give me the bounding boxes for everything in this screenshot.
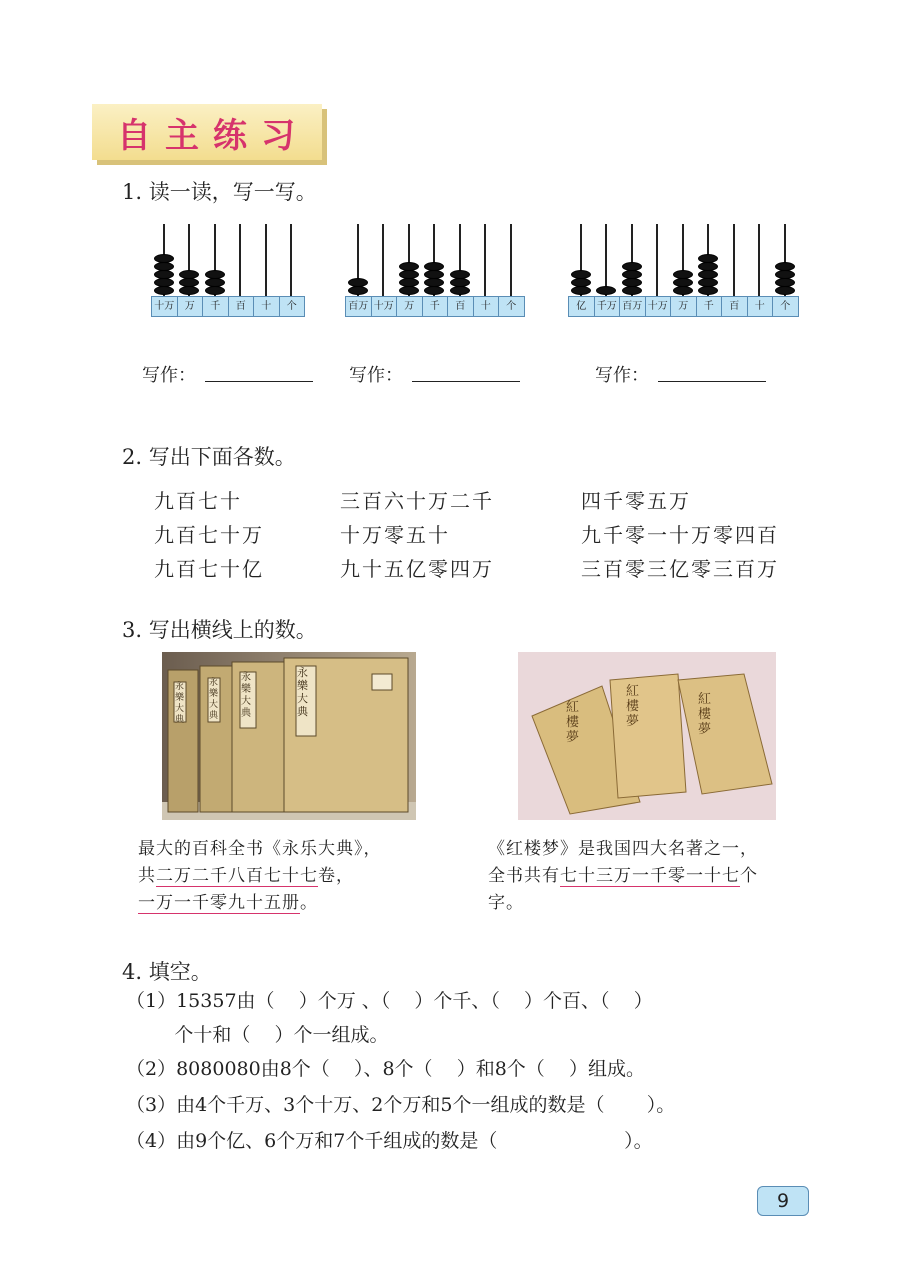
abacus-bead (698, 278, 718, 287)
q2-title: 2. 写出下面各数。 (122, 445, 296, 469)
abacus-bead (205, 286, 225, 295)
answer-line-1[interactable] (205, 381, 313, 382)
abacus-bead (775, 270, 795, 279)
hongloumeng-photo (518, 652, 776, 820)
abacus-bead (399, 262, 419, 271)
abacus-bead (622, 262, 642, 271)
abacus-bead (698, 254, 718, 263)
place-value-label: 亿 (569, 297, 595, 316)
place-value-label: 百 (722, 297, 748, 316)
abacus-rod (239, 224, 241, 296)
abacus-bead (348, 286, 368, 295)
abacus-bead (450, 278, 470, 287)
abacus-rod (484, 224, 486, 296)
section-banner (92, 104, 322, 160)
abacus-rod (758, 224, 760, 296)
write-label-2: 写作： (349, 365, 403, 386)
abacus-bead (698, 262, 718, 271)
yongle-books-illustration (162, 652, 416, 820)
caption-text: 全书共有 (488, 866, 560, 886)
abacus-bead (154, 254, 174, 263)
caption-line: 最大的百科全书《永乐大典》， (138, 839, 382, 859)
abacus-bead (596, 286, 616, 295)
q3-title: 3. 写出横线上的数。 (122, 618, 317, 642)
underlined-number-text: 一万一千零九十五册 (138, 893, 300, 913)
abacus-bead (450, 286, 470, 295)
abacus-bead (698, 286, 718, 295)
abacus-rod (265, 224, 267, 296)
abacus-bead (622, 286, 642, 295)
place-value-label: 个 (286, 301, 297, 312)
abacus-bead (424, 286, 444, 295)
place-value-label: 十万 (152, 297, 178, 316)
place-value-label: 十 (474, 297, 500, 316)
number-word: 三百零三亿零三百万 (581, 557, 779, 581)
abacus-bead (571, 270, 591, 279)
abacus-bead (450, 270, 470, 279)
answer-line-3[interactable] (658, 381, 766, 382)
place-value-label: 万 (671, 297, 697, 316)
yongle-caption (138, 836, 458, 917)
abacus-bead (399, 278, 419, 287)
place-value-label-row (568, 296, 799, 317)
caption-line: 字。 (488, 893, 524, 913)
caption-line (488, 863, 848, 890)
place-value-label: 千 (697, 297, 723, 316)
fill-blank-item: （3）由4个千万、3个十万、2个万和5个一组成的数是（ ）。 (126, 1094, 676, 1116)
abacus-bead (571, 286, 591, 295)
abacus-bead (179, 286, 199, 295)
place-value-label: 十万 (372, 297, 398, 316)
place-value-label: 千 (423, 297, 449, 316)
abacus-bead (348, 278, 368, 287)
caption-text: 卷， (318, 866, 354, 886)
abacus-rod (290, 224, 292, 296)
place-value-label: 十 (254, 297, 280, 316)
q4-title: 4. 填空。 (122, 960, 212, 984)
caption-line: 《红楼梦》是我国四大名著之一， (488, 839, 758, 859)
number-word: 九百七十亿 (154, 557, 264, 581)
abacus-bead (154, 270, 174, 279)
q1-title: 1. 读一读，写一写。 (122, 180, 317, 204)
fill-blank-item: 个十和（ ）个一组成。 (126, 1024, 389, 1046)
abacus-bead (424, 262, 444, 271)
place-value-label: 个 (506, 301, 517, 312)
hongloumeng-caption (488, 836, 848, 917)
abacus-bead (399, 286, 419, 295)
write-label-1: 写作： (142, 365, 196, 386)
abacus-bead (673, 278, 693, 287)
abacus-bead (571, 278, 591, 287)
number-word: 九千零一十万零四百 (581, 523, 779, 547)
caption-text: 共 (138, 866, 156, 886)
place-value-label-row (345, 296, 525, 317)
yongle-dadian-photo (162, 652, 416, 820)
place-value-label: 万 (397, 297, 423, 316)
abacus-bead (154, 278, 174, 287)
abacus-bead (154, 286, 174, 295)
abacus-bead (775, 286, 795, 295)
abacus-rod (510, 224, 512, 296)
abacus-rod (382, 224, 384, 296)
hongloumeng-book-title: 紅樓夢 (566, 700, 580, 745)
yongle-book-title: 永樂大典 (175, 682, 185, 725)
yongle-book-title: 永樂大典 (297, 666, 308, 718)
place-value-label: 百 (448, 297, 474, 316)
fill-blank-item: （4）由9个亿、6个万和7个千组成的数是（ ）。 (126, 1130, 653, 1152)
abacus-bead (622, 270, 642, 279)
write-label-3: 写作： (595, 365, 649, 386)
hongloumeng-books-illustration (518, 652, 776, 820)
abacus-bead (622, 278, 642, 287)
abacus-bead (179, 278, 199, 287)
abacus-bead (424, 278, 444, 287)
abacus-bead (399, 270, 419, 279)
caption-line (138, 863, 458, 890)
caption-line (138, 890, 458, 917)
abacus-bead (775, 278, 795, 287)
abacus-bead (154, 262, 174, 271)
place-value-label: 万 (178, 297, 204, 316)
abacus-bead (698, 270, 718, 279)
underlined-number-text: 七十三万一千零一十七 (560, 866, 740, 886)
place-value-label-row (151, 296, 305, 317)
place-value-label: 十万 (646, 297, 672, 316)
place-value-label: 个 (780, 301, 791, 312)
yongle-book-title: 永樂大典 (209, 678, 219, 721)
hongloumeng-book-title: 紅樓夢 (626, 684, 640, 729)
number-word: 三百六十万二千 (340, 489, 494, 513)
number-word: 九百七十 (154, 489, 242, 513)
abacus-bead (205, 270, 225, 279)
place-value-label: 百万 (346, 297, 372, 316)
abacus-bead (775, 262, 795, 271)
number-word: 十万零五十 (340, 523, 450, 547)
number-word: 四千零五万 (581, 489, 691, 513)
place-value-label: 百 (229, 297, 255, 316)
abacus-bead (673, 286, 693, 295)
section-title: 自主练习 (117, 115, 309, 156)
hongloumeng-book-title: 紅樓夢 (698, 692, 712, 737)
place-value-label: 十 (748, 297, 774, 316)
place-value-label: 千万 (595, 297, 621, 316)
abacus-rod (733, 224, 735, 296)
place-value-label: 千 (203, 297, 229, 316)
caption-text: 个 (740, 866, 758, 886)
fill-blank-item: （2）8080080由8个（ ）、8个（ ）和8个（ ）组成。 (126, 1058, 645, 1080)
caption-text: 。 (300, 893, 318, 913)
abacus-bead (179, 270, 199, 279)
page-number: 9 (757, 1186, 809, 1216)
place-value-label: 百万 (620, 297, 646, 316)
abacus-bead (673, 270, 693, 279)
abacus-rod (656, 224, 658, 296)
abacus-bead (424, 270, 444, 279)
fill-blank-item: （1）15357由（ ）个万 、（ ）个千、（ ）个百、（ ） (126, 990, 653, 1012)
abacus-bead (205, 278, 225, 287)
underlined-number-text: 二万二千八百七十七 (156, 866, 318, 886)
number-word: 九十五亿零四万 (340, 557, 494, 581)
number-word: 九百七十万 (154, 523, 264, 547)
answer-line-2[interactable] (412, 381, 520, 382)
yongle-book-title: 永樂大典 (241, 672, 251, 719)
